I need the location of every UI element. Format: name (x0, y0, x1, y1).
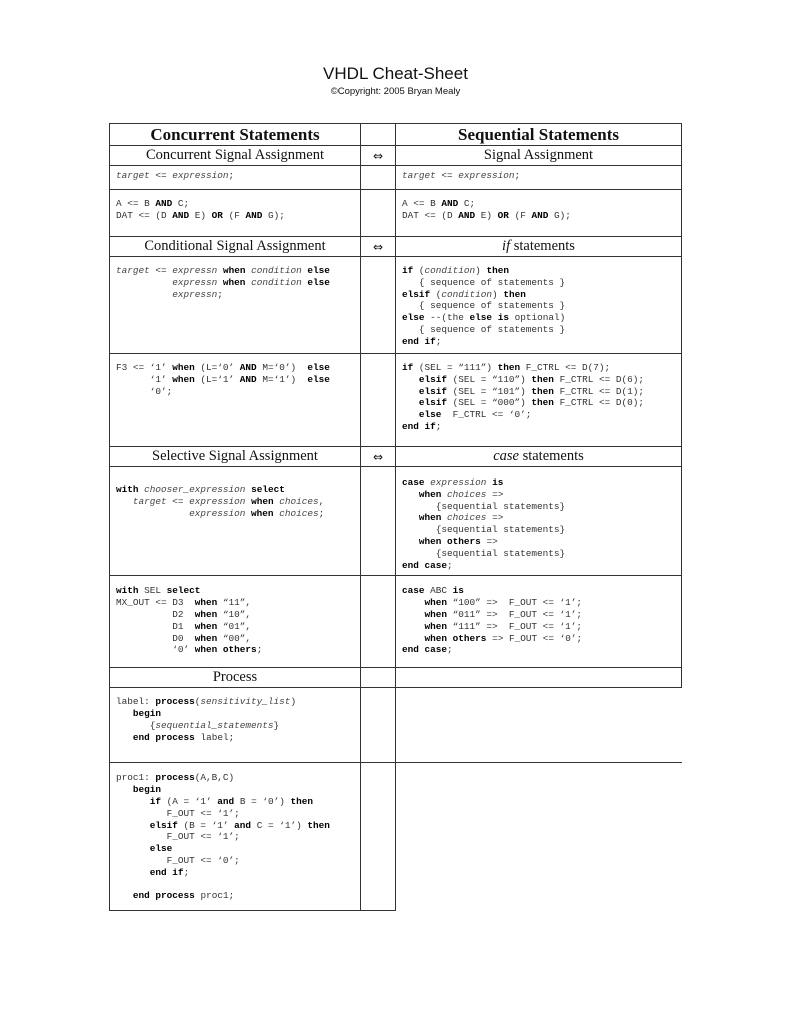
section-title-case: case statements (396, 447, 682, 467)
section-row-signal (110, 146, 682, 166)
section-title-selective: Selective Signal Assignment (110, 447, 361, 467)
code-block: if (condition) then { sequence of statements } elsif (condition) then { sequence of statements } else --(the else is optional) { sequence of statements } end if; (402, 265, 566, 347)
section-row-conditional (110, 237, 682, 257)
sequential-header: Sequential Statements (396, 124, 682, 146)
code-block: label: process(sensitivity_list) begin {sequential_statements} end process label; (116, 696, 297, 743)
code-block: case ABC is when “100” => F_OUT <= ‘1’; when “011” => F_OUT <= ‘1’; when “111” => F_OUT <= ‘1’; when others => F_OUT <= ‘0’; end case; (402, 585, 583, 656)
section-title-conditional: Conditional Signal Assignment (110, 237, 361, 257)
equivalence-arrow-icon: ⇔ (361, 146, 396, 166)
code-block: target <= expression; (402, 170, 521, 181)
cheat-sheet-table (109, 123, 682, 911)
section-title-concurrent-signal: Concurrent Signal Assignment (110, 146, 361, 166)
code-block: proc1: process(A,B,C) begin if (A = ‘1’ and B = ‘0’) then F_OUT <= ‘1’; elsif (B = ‘1’ and C = ‘1’) then F_OUT <= ‘1’; else F_OUT <= ‘0’; end if; end process proc1; (116, 772, 330, 902)
code-block: A <= B AND C; DAT <= (D AND E) OR (F AND G); (116, 198, 285, 221)
code-block: F3 <= ‘1’ when (L=‘0’ AND M=‘0’) else ‘1’ when (L=‘1’ AND M=‘1’) else ‘0’; (116, 362, 330, 397)
section-title-if: if statements (396, 237, 682, 257)
column-header-row (110, 124, 682, 146)
section-row-selective (110, 447, 682, 467)
code-block: A <= B AND C; DAT <= (D AND E) OR (F AND G); (402, 198, 571, 221)
equivalence-arrow-icon: ⇔ (361, 237, 396, 257)
section-title-process: Process (110, 668, 361, 688)
copyright-line: ©Copyright: 2005 Bryan Mealy (330, 86, 461, 97)
code-block: target <= expression; (116, 170, 235, 181)
divider-cell (361, 124, 396, 146)
section-row-process (110, 668, 682, 688)
section-title-signal: Signal Assignment (396, 146, 682, 166)
code-block: if (SEL = “111”) then F_CTRL <= D(7); elsif (SEL = “110”) then F_CTRL <= D(6); elsif (SEL = “101”) then F_CTRL <= D(1); elsif (SEL = “000”) then F_CTRL <= D(0); else F_CTRL <= ‘0’; end if; (402, 362, 644, 432)
code-block: case expression is when choices => {sequential statements} when choices => {sequential statements} when others => {sequential statements} end case; (402, 477, 566, 571)
code-block: target <= expressn when condition else expressn when condition else expressn; (116, 265, 330, 300)
code-block: with chooser_expression select target <= expression when choices, expression when choices; (116, 484, 325, 519)
concurrent-header: Concurrent Statements (110, 124, 361, 146)
page-title: VHDL Cheat-Sheet (323, 64, 468, 83)
code-block: with SEL select MX_OUT <= D3 when “11”, D2 when “10”, D1 when “01”, D0 when “00”, ‘0’ when others; (116, 585, 263, 656)
equivalence-arrow-icon: ⇔ (361, 447, 396, 467)
